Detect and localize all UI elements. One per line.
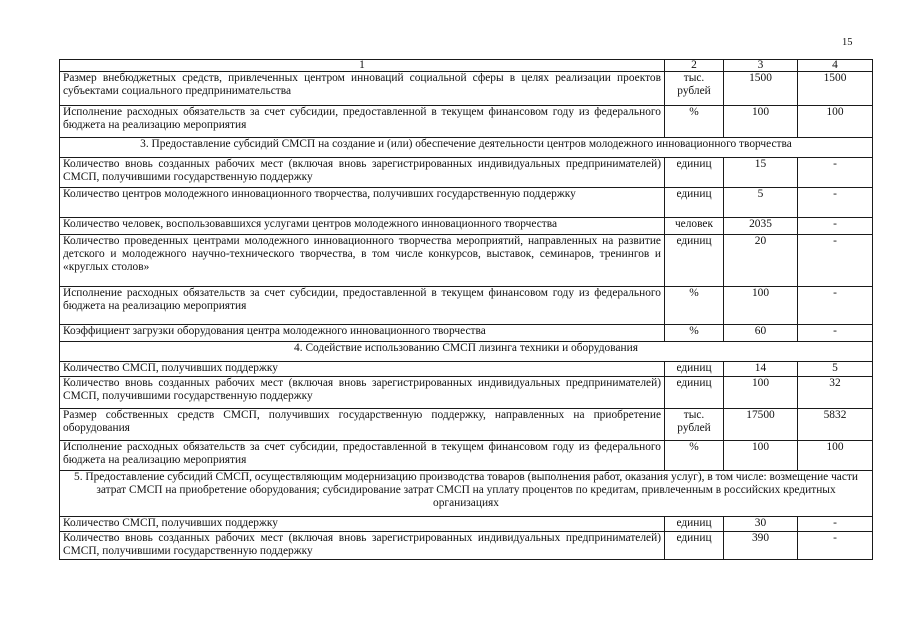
- value-cell: 5: [724, 188, 798, 218]
- unit-cell: единиц: [665, 235, 724, 287]
- value-cell: 1500: [798, 72, 873, 106]
- indicator-name: Количество СМСП, получивших поддержку: [60, 362, 665, 377]
- table-row: [60, 72, 873, 106]
- value-cell: -: [798, 287, 873, 325]
- table-row: [60, 158, 873, 188]
- indicator-name: Количество СМСП, получивших поддержку: [60, 517, 665, 532]
- table-row: [60, 287, 873, 325]
- unit-cell: %: [665, 106, 724, 138]
- table-row: [60, 188, 873, 218]
- value-cell: 32: [798, 377, 873, 409]
- column-number-row: [60, 60, 873, 72]
- unit-cell: единиц: [665, 188, 724, 218]
- table-row: [60, 325, 873, 342]
- unit-cell: единиц: [665, 377, 724, 409]
- value-cell: 2035: [724, 218, 798, 235]
- table-row: [60, 235, 873, 287]
- indicator-name: Коэффициент загрузки оборудования центра молодежного инновационного творчества: [60, 325, 665, 342]
- column-number: 2: [665, 60, 724, 72]
- value-cell: -: [798, 188, 873, 218]
- column-number: 4: [798, 60, 873, 72]
- page-number: 15: [842, 37, 853, 48]
- value-cell: 1500: [724, 72, 798, 106]
- indicator-name: Количество вновь созданных рабочих мест (включая вновь зарегистрированных индивидуальных предпринимателей) СМСП, получившими государственную поддержку: [60, 532, 665, 560]
- indicator-name: Количество вновь созданных рабочих мест (включая вновь зарегистрированных индивидуальных предпринимателей) СМСП, получившими государственную поддержку: [60, 158, 665, 188]
- section-title: 4. Содействие использованию СМСП лизинга техники и оборудования: [60, 342, 873, 362]
- indicator-name: Количество человек, воспользовавшихся услугами центров молодежного инновационного творчества: [60, 218, 665, 235]
- table-row: [60, 532, 873, 560]
- unit-cell: %: [665, 325, 724, 342]
- value-cell: -: [798, 532, 873, 560]
- value-cell: 100: [798, 106, 873, 138]
- indicator-name: Количество проведенных центрами молодежного инновационного творчества мероприятий, направленных на развитие детского и молодежного научно-технического творчества, в том числе конкурсов, выставок, семинаров, тренингов и «круглых столов»: [60, 235, 665, 287]
- indicator-name: Количество центров молодежного инновационного творчества, получивших государственную поддержку: [60, 188, 665, 218]
- table-row: [60, 106, 873, 138]
- value-cell: 100: [724, 287, 798, 325]
- section-title: 3. Предоставление субсидий СМСП на создание и (или) обеспечение деятельности центров молодежного инновационного творчества: [60, 138, 873, 158]
- value-cell: -: [798, 158, 873, 188]
- table-row: [60, 441, 873, 471]
- value-cell: 60: [724, 325, 798, 342]
- value-cell: -: [798, 517, 873, 532]
- unit-cell: %: [665, 441, 724, 471]
- value-cell: 20: [724, 235, 798, 287]
- unit-cell: единиц: [665, 532, 724, 560]
- indicator-name: Исполнение расходных обязательств за счет субсидии, предоставленной в текущем финансовом году из федерального бюджета на реализацию мероприятия: [60, 106, 665, 138]
- value-cell: 100: [798, 441, 873, 471]
- unit-cell: единиц: [665, 517, 724, 532]
- value-cell: -: [798, 218, 873, 235]
- value-cell: -: [798, 235, 873, 287]
- value-cell: 100: [724, 441, 798, 471]
- table-row: [60, 517, 873, 532]
- indicator-name: Размер внебюджетных средств, привлеченных центром инноваций социальной сферы в целях реализации проектов субъектами социального предпринимательства: [60, 72, 665, 106]
- section-row: [60, 138, 873, 158]
- section-row: [60, 342, 873, 362]
- indicator-name: Количество вновь созданных рабочих мест (включая вновь зарегистрированных индивидуальных предпринимателей) СМСП, получившими государственную поддержку: [60, 377, 665, 409]
- table-row: [60, 218, 873, 235]
- column-number: 3: [724, 60, 798, 72]
- value-cell: 5: [798, 362, 873, 377]
- indicators-table: [59, 59, 873, 560]
- column-number: 1: [60, 60, 665, 72]
- table-row: [60, 362, 873, 377]
- indicator-name: Исполнение расходных обязательств за счет субсидии, предоставленной в текущем финансовом году из федерального бюджета на реализацию мероприятия: [60, 441, 665, 471]
- value-cell: 15: [724, 158, 798, 188]
- value-cell: 100: [724, 106, 798, 138]
- value-cell: 30: [724, 517, 798, 532]
- table-row: [60, 377, 873, 409]
- value-cell: 14: [724, 362, 798, 377]
- value-cell: 390: [724, 532, 798, 560]
- value-cell: -: [798, 325, 873, 342]
- indicator-name: Исполнение расходных обязательств за счет субсидии, предоставленной в текущем финансовом году из федерального бюджета на реализацию мероприятия: [60, 287, 665, 325]
- unit-cell: %: [665, 287, 724, 325]
- unit-cell: единиц: [665, 362, 724, 377]
- value-cell: 5832: [798, 409, 873, 441]
- section-row: [60, 471, 873, 517]
- value-cell: 17500: [724, 409, 798, 441]
- value-cell: 100: [724, 377, 798, 409]
- section-title: 5. Предоставление субсидий СМСП, осуществляющим модернизацию производства товаров (выполнения работ, оказания услуг), в том числе: возмещение части затрат СМСП на приобретение оборудования; субсидирование затрат СМСП на уплату процентов по кредитам, привлеченным в российских кредитных организациях: [60, 471, 873, 517]
- indicator-name: Размер собственных средств СМСП, получивших государственную поддержку, направленных на приобретение оборудования: [60, 409, 665, 441]
- table-row: [60, 409, 873, 441]
- unit-cell: тыс. рублей: [665, 72, 724, 106]
- unit-cell: человек: [665, 218, 724, 235]
- unit-cell: единиц: [665, 158, 724, 188]
- unit-cell: тыс. рублей: [665, 409, 724, 441]
